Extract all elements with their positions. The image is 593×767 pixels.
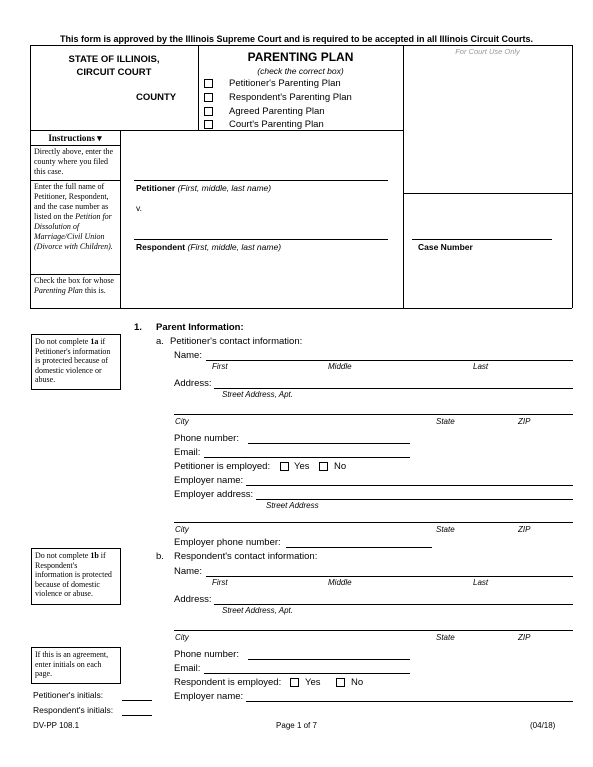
pet-employed-no-checkbox[interactable]	[319, 462, 328, 471]
respondent-label: Respondent	[136, 242, 186, 252]
subsection-b-title: Respondent's contact information:	[174, 551, 318, 562]
note-1b-pre: Do not complete	[35, 551, 91, 560]
resp-street-label: Street Address, Apt.	[222, 606, 293, 615]
pet-last-label: Last	[473, 362, 489, 371]
pet-employer-name-label: Employer name:	[174, 475, 244, 486]
instructions-rule-1	[30, 145, 120, 146]
petitioner-label: Petitioner	[136, 183, 176, 193]
pet-state-label: State	[436, 417, 455, 426]
resp-employer-name-input[interactable]	[246, 701, 573, 702]
pet-email-label: Email:	[174, 447, 201, 458]
pet-employer-name-input[interactable]	[246, 485, 573, 486]
caption-right-border	[572, 45, 573, 308]
state-label: STATE OF ILLINOIS,	[68, 54, 160, 65]
court-use-label: For Court Use Only	[455, 47, 520, 56]
subsection-b-label: b.	[156, 551, 164, 562]
pet-employed-label: Petitioner is employed:	[174, 461, 271, 472]
resp-employed-yes-checkbox[interactable]	[290, 678, 299, 687]
instruction-check-box	[34, 276, 118, 296]
instruction-names	[34, 182, 118, 252]
pet-address-input[interactable]	[214, 388, 573, 389]
note-1a-post: if Petitioner's information is protected because of domestic violence or abuse.	[35, 337, 111, 384]
petitioner-caption-label	[136, 183, 271, 193]
petitioner-plan-checkbox[interactable]	[204, 79, 213, 88]
pet-phone-input[interactable]	[248, 443, 410, 444]
pet-employer-state-label: State	[436, 525, 455, 534]
caption-bottom-border	[30, 308, 572, 309]
instruction-county: Directly above, enter the county where you filed this case.	[34, 147, 114, 176]
instruction-check-text: Check the box for whose	[34, 276, 114, 285]
versus-label: v.	[136, 203, 142, 213]
footer-page: Page 1 of 7	[276, 721, 317, 730]
section-number: 1.	[134, 322, 142, 333]
instructions-rule-2	[30, 180, 120, 181]
pet-name-label: Name:	[174, 350, 202, 361]
resp-last-label: Last	[473, 578, 489, 587]
pet-phone-label: Phone number:	[174, 433, 239, 444]
form-title: PARENTING PLAN	[247, 50, 354, 64]
instruction-names-text: Enter the full name of Petitioner, Respondent, and the case number as listed on the	[34, 182, 109, 221]
case-number-line[interactable]	[412, 239, 552, 240]
pet-employer-phone-input[interactable]	[286, 547, 432, 548]
caption-left-border	[30, 45, 31, 308]
resp-phone-label: Phone number:	[174, 649, 239, 660]
pet-street-label: Street Address, Apt.	[222, 390, 293, 399]
resp-employed-no-label: No	[351, 677, 364, 688]
resp-address-input[interactable]	[214, 604, 573, 605]
resp-employer-name-label: Employer name:	[174, 691, 244, 702]
pet-initials-input[interactable]	[122, 700, 152, 701]
subsection-a-label: a.	[156, 336, 164, 347]
subsection-a-title: Petitioner's contact information:	[170, 336, 303, 347]
resp-initials-label: Respondent's initials:	[33, 705, 114, 715]
section-title: Parent Information:	[156, 322, 244, 333]
pet-city-input[interactable]	[174, 414, 573, 415]
note-1b-bold: 1b	[90, 551, 99, 560]
pet-employed-yes-label: Yes	[294, 461, 310, 472]
resp-employed-yes-label: Yes	[305, 677, 321, 688]
resp-name-input[interactable]	[206, 576, 573, 577]
note-1b-post: if Respondent's information is protected because of domestic violence or abuse.	[35, 551, 112, 598]
resp-phone-input[interactable]	[248, 659, 410, 660]
petitioner-plan-label: Petitioner's Parenting Plan	[229, 78, 341, 89]
resp-employed-no-checkbox[interactable]	[336, 678, 345, 687]
instructions-arrow-icon: ▾	[97, 133, 102, 143]
instructions-header	[30, 133, 120, 144]
instructions-rule-3	[30, 274, 120, 275]
pet-employer-city-input[interactable]	[174, 522, 573, 523]
instruction-names-petition: Petition for Dissolution of Marriage/Civil Union (Divorce with Children).	[34, 212, 113, 251]
petitioner-hint: (First, middle, last name)	[177, 183, 272, 193]
court-label: CIRCUIT COURT	[76, 67, 152, 78]
resp-email-input[interactable]	[204, 673, 410, 674]
agreed-plan-checkbox[interactable]	[204, 107, 213, 116]
instructions-divider	[120, 130, 121, 308]
resp-first-label: First	[212, 578, 228, 587]
petitioner-name-line[interactable]	[134, 180, 388, 181]
respondent-name-line[interactable]	[134, 239, 388, 240]
check-instruction: (check the correct box)	[257, 66, 344, 76]
pet-name-input[interactable]	[206, 360, 573, 361]
resp-initials-input[interactable]	[122, 715, 152, 716]
pet-middle-label: Middle	[328, 362, 352, 371]
pet-employed-no-label: No	[334, 461, 347, 472]
pet-employer-phone-label: Employer phone number:	[174, 537, 281, 548]
footer-form-id: DV-PP 108.1	[33, 721, 80, 730]
agreed-plan-label: Agreed Parenting Plan	[229, 106, 325, 117]
resp-state-label: State	[436, 633, 455, 642]
respondent-caption-label	[136, 242, 281, 252]
resp-employed-label: Respondent is employed:	[174, 677, 282, 688]
caption-mid-border	[30, 130, 403, 131]
instructions-title: Instructions	[48, 133, 95, 143]
pet-initials-label: Petitioner's initials:	[33, 690, 104, 700]
pet-employer-street-label: Street Address	[266, 501, 319, 510]
pet-zip-label: ZIP	[518, 417, 531, 426]
respondent-hint: (First, middle, last name)	[187, 242, 282, 252]
pet-employer-address-label: Employer address:	[174, 489, 254, 500]
pet-employer-zip-label: ZIP	[518, 525, 531, 534]
resp-zip-label: ZIP	[518, 633, 531, 642]
footer-date: (04/18)	[530, 721, 556, 730]
pet-first-label: First	[212, 362, 228, 371]
pet-email-input[interactable]	[204, 457, 410, 458]
note-1a-pre: Do not complete	[35, 337, 91, 346]
instruction-check-italic: Parenting Plan	[34, 286, 83, 295]
case-number-label: Case Number	[418, 242, 473, 252]
court-use-divider	[403, 45, 404, 308]
caption-top-border	[30, 45, 572, 46]
court-plan-label: Court's Parenting Plan	[229, 119, 324, 130]
resp-city-input[interactable]	[174, 630, 573, 631]
county-label: COUNTY	[136, 92, 177, 103]
instruction-check-end: this is.	[82, 286, 106, 295]
respondent-plan-label: Respondent's Parenting Plan	[229, 92, 352, 103]
header-notice: This form is approved by the Illinois Supreme Court and is required to be accepted in all Illinois Circuit Courts.	[59, 34, 534, 44]
court-use-bottom	[403, 193, 572, 194]
note-1a	[31, 334, 121, 390]
court-plan-checkbox[interactable]	[204, 120, 213, 129]
resp-middle-label: Middle	[328, 578, 352, 587]
pet-employer-address-input[interactable]	[256, 499, 573, 500]
resp-address-label: Address:	[174, 594, 212, 605]
agreement-note: If this is an agreement, enter initials on each page.	[31, 647, 121, 684]
note-1a-bold: 1a	[90, 337, 99, 346]
pet-employed-yes-checkbox[interactable]	[280, 462, 289, 471]
resp-email-label: Email:	[174, 663, 201, 674]
pet-employer-city-label: City	[175, 525, 189, 534]
resp-city-label: City	[175, 633, 189, 642]
note-1b	[31, 548, 121, 605]
resp-name-label: Name:	[174, 566, 202, 577]
pet-address-label: Address:	[174, 378, 212, 389]
pet-city-label: City	[175, 417, 189, 426]
respondent-plan-checkbox[interactable]	[204, 93, 213, 102]
